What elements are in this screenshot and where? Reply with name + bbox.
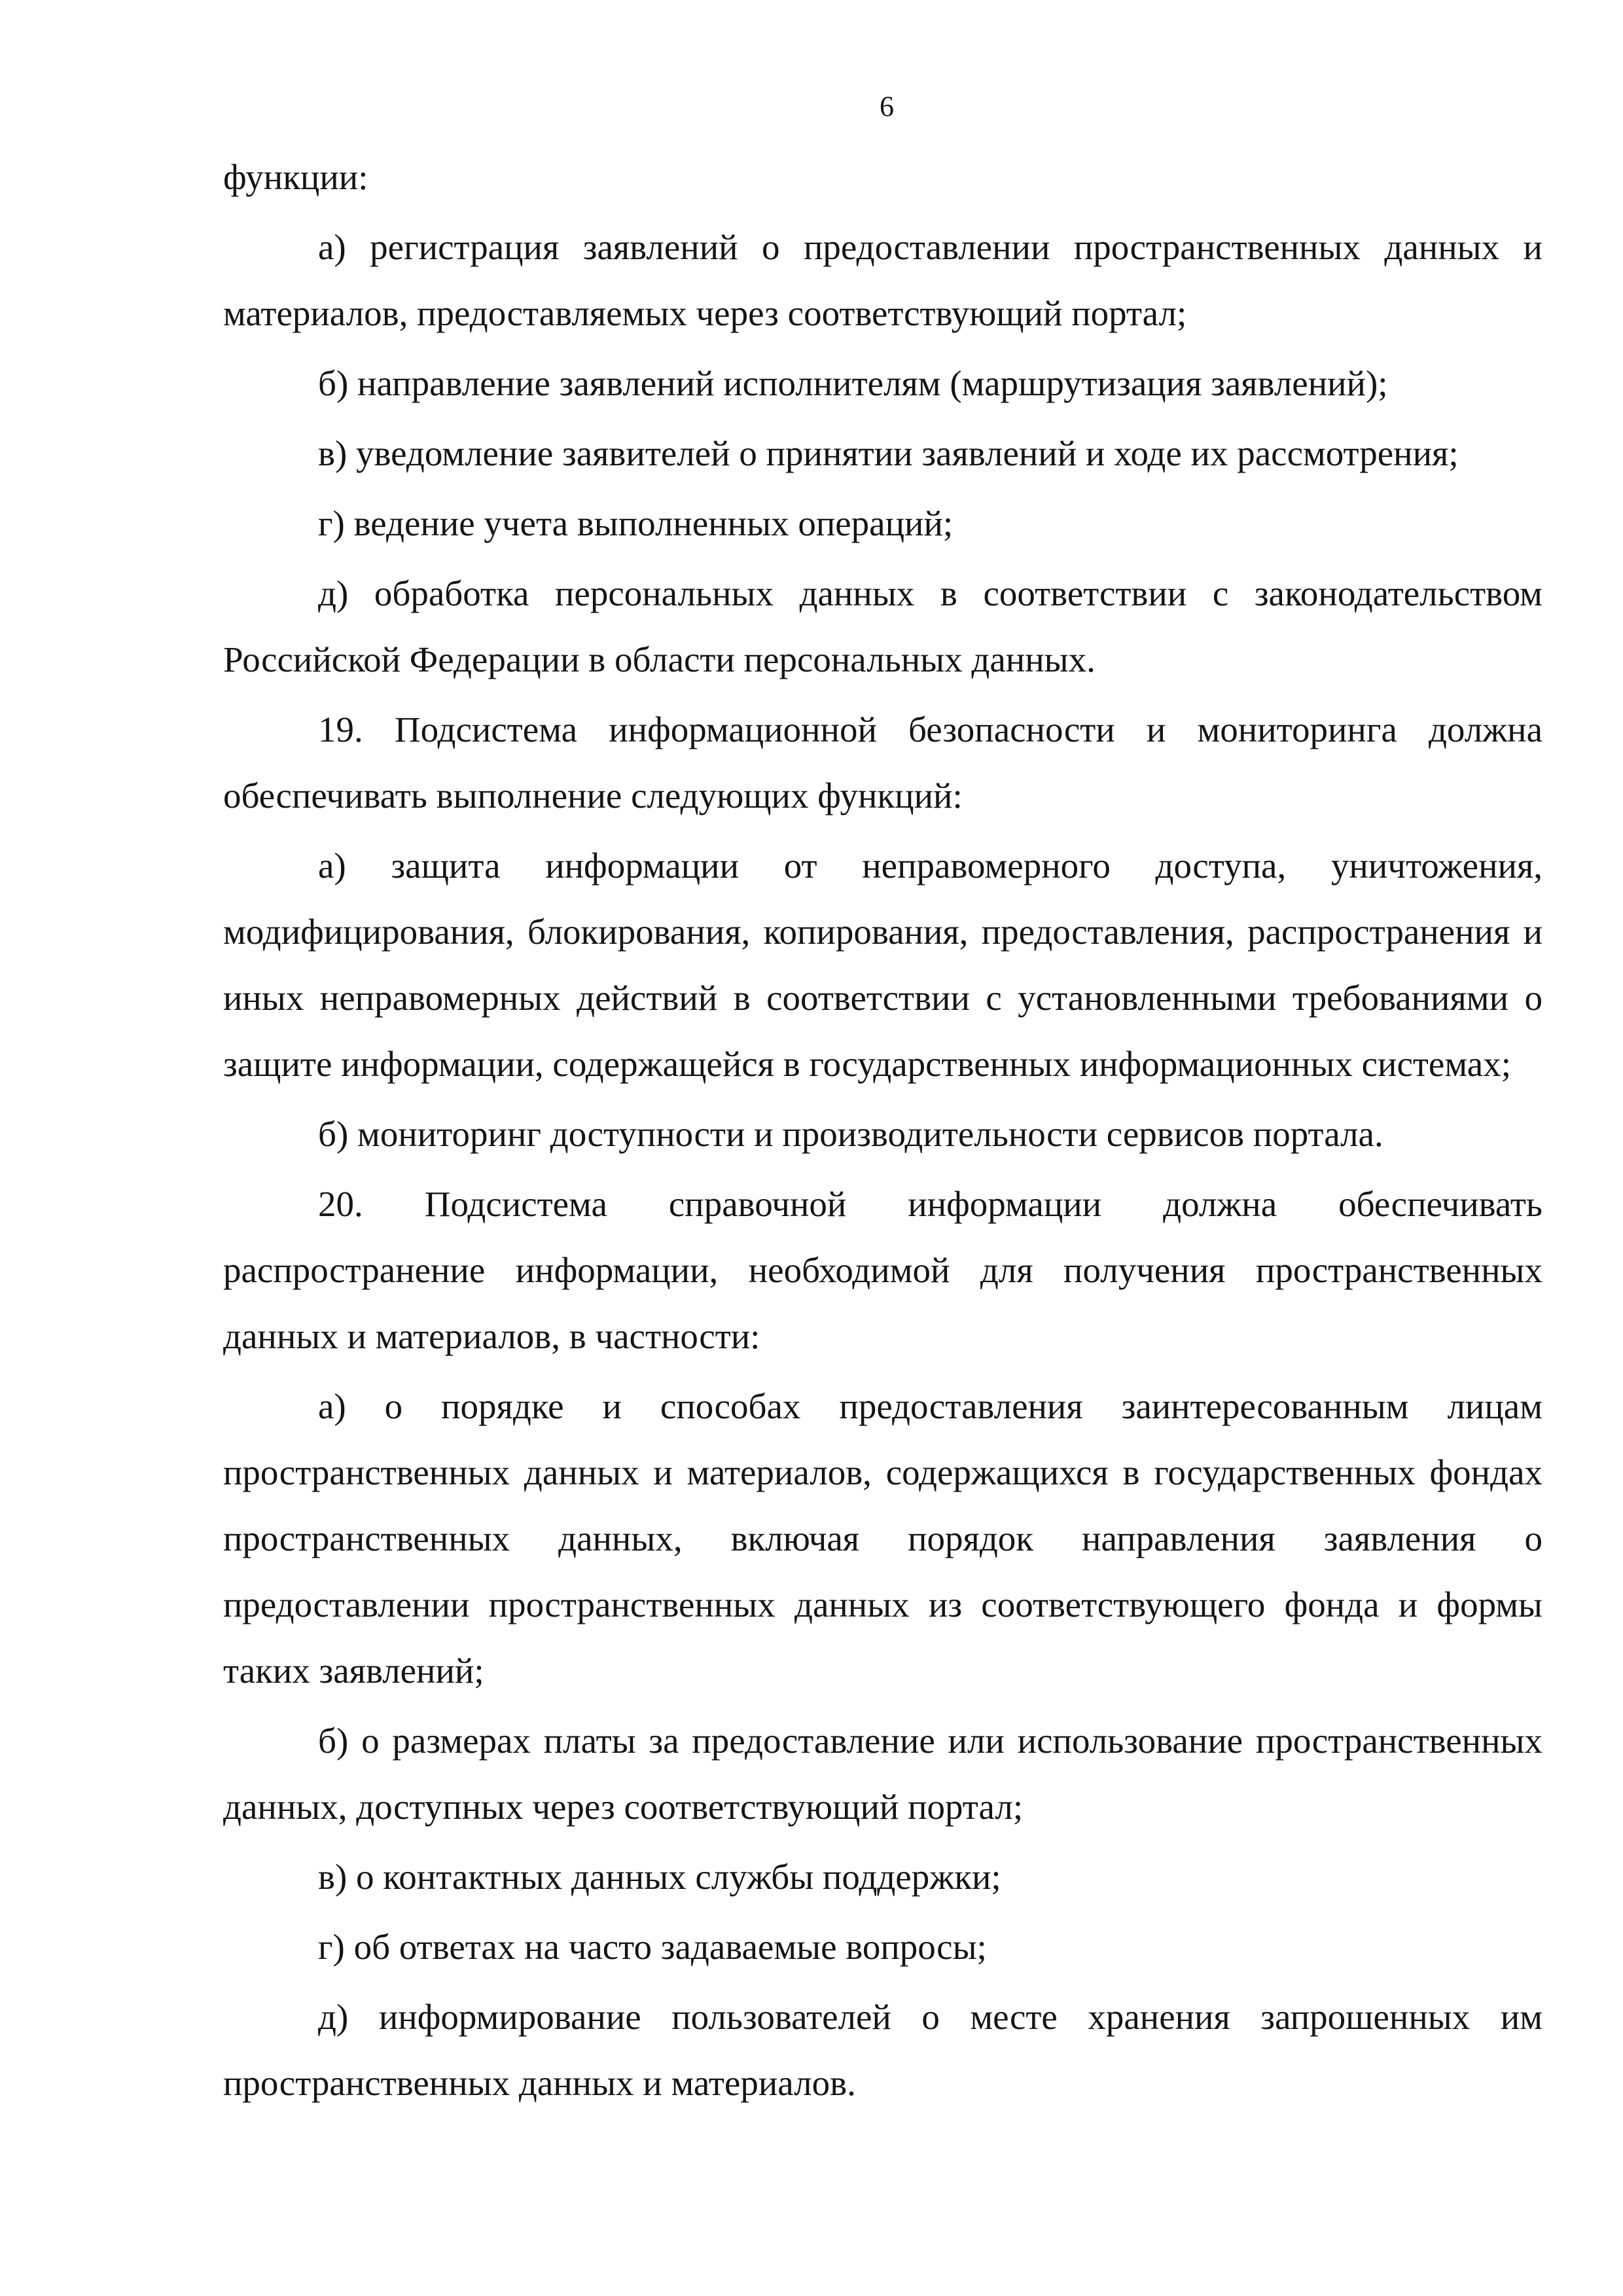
paragraph-continuation: функции: bbox=[223, 157, 368, 197]
list-item-accounting: г) ведение учета выполненных операций; bbox=[318, 503, 954, 543]
clause-19: 19. Подсистема информационной безопасности и мониторинга должна обеспечивать выполнение следующих функций: bbox=[223, 709, 1543, 816]
list-item-notification: в) уведомление заявителей о принятии заявлений и ходе их рассмотрения; bbox=[318, 433, 1459, 473]
document-body bbox=[223, 144, 1543, 2116]
list-item-protection: а) защита информации от неправомерного доступа, уничтожения, модифицирования, блокирования, копирования, предоставления, распространения и иных неправомерных действий в соответствии с установленными требованиями о защите информации, содержащейся в государственных информационных системах; bbox=[223, 846, 1543, 1084]
list-item-personal-data: д) обработка персональных данных в соответствии с законодательством Российской Федерации в области персональных данных. bbox=[223, 573, 1543, 679]
list-item-monitoring: б) мониторинг доступности и производительности сервисов портала. bbox=[318, 1114, 1383, 1154]
list-item-routing: б) направление заявлений исполнителям (маршрутизация заявлений); bbox=[318, 363, 1388, 403]
list-item-support-contacts: в) о контактных данных службы поддержки; bbox=[318, 1857, 1001, 1897]
list-item-procedure: а) о порядке и способах предоставления заинтересованным лицам пространственных данных и материалов, содержащихся в государственных фондах пространственных данных, включая порядок направления заявления о предоставлении пространственных данных из соответствующего фонда и формы таких заявлений; bbox=[223, 1386, 1543, 1691]
list-item-registration: а) регистрация заявлений о предоставлении пространственных данных и материалов, предоставляемых через соответствующий портал; bbox=[223, 227, 1543, 333]
list-item-fees: б) о размерах платы за предоставление или использование пространственных данных, доступных через соответствующий портал; bbox=[223, 1721, 1543, 1827]
list-item-faq: г) об ответах на часто задаваемые вопросы; bbox=[318, 1927, 987, 1967]
page-number: 6 bbox=[880, 90, 894, 122]
clause-20: 20. Подсистема справочной информации должна обеспечивать распространение информации, необходимой для получения пространственных данных и материалов, в частности: bbox=[223, 1184, 1543, 1356]
list-item-storage-info: д) информирование пользователей о месте хранения запрошенных им пространственных данных и материалов. bbox=[223, 1997, 1543, 2103]
